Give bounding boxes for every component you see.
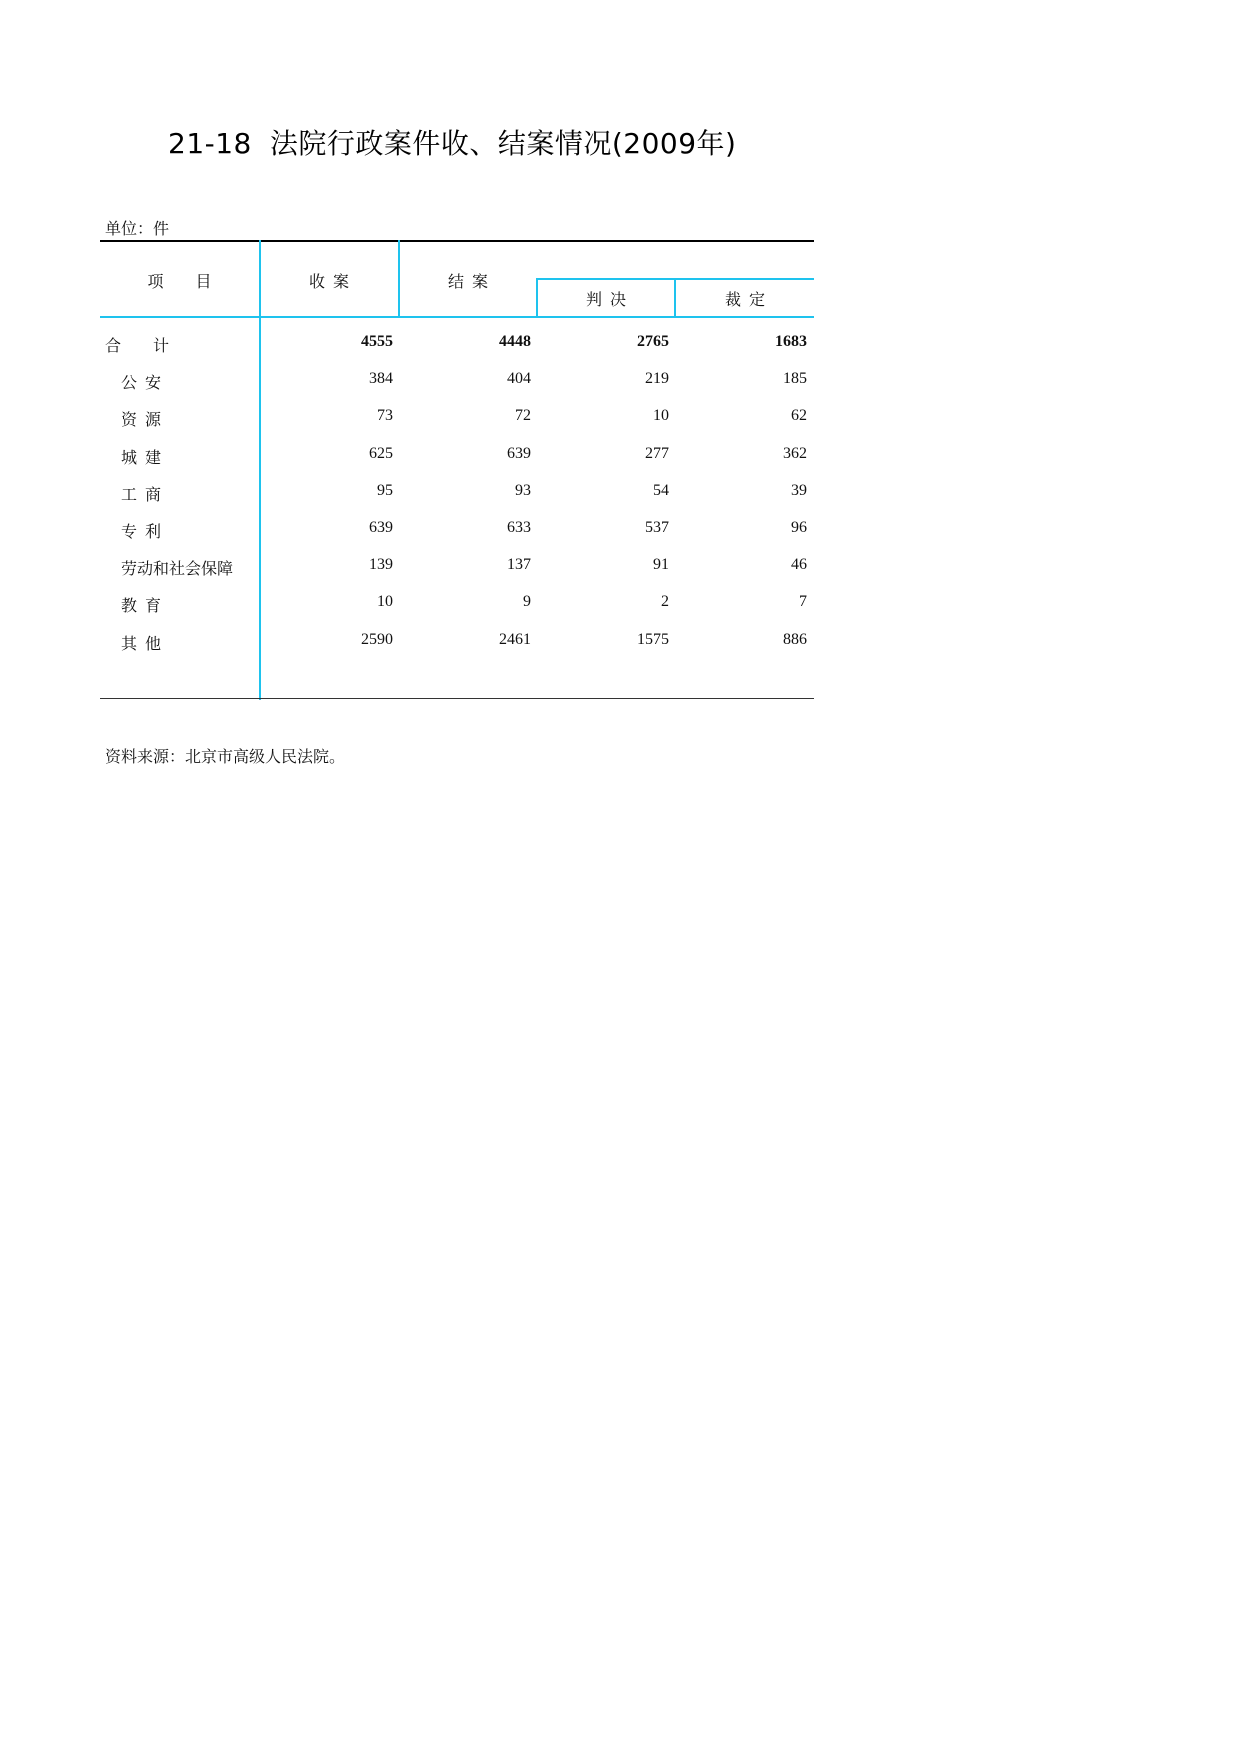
header-ruling: 裁 定 [724,292,765,309]
cell-ruling: 886 [783,631,807,648]
cell-judgment: 277 [645,445,669,462]
top-rule [100,240,814,242]
item-column-divider [259,240,261,700]
cell-received: 2590 [361,631,393,648]
table-number: 21-18 [168,127,252,160]
cell-closed: 4448 [499,333,531,350]
header-closed: 结 案 [447,274,488,291]
header-item: 项 目 [147,274,212,291]
cell-judgment: 54 [653,482,669,499]
cell-received: 73 [377,407,393,424]
table-title: 法院行政案件收、结案情况(2009年) [269,127,737,160]
row-label: 城 建 [121,450,162,467]
cell-closed: 639 [507,445,531,462]
cell-closed: 137 [507,556,531,573]
cell-closed: 2461 [499,631,531,648]
cell-ruling: 39 [791,482,807,499]
cell-received: 625 [369,445,393,462]
cell-closed: 9 [523,593,531,610]
source-note: 资料来源：北京市高级人民法院。 [105,749,346,766]
cell-received: 639 [369,519,393,536]
row-label: 公 安 [121,375,162,392]
cell-received: 95 [377,482,393,499]
unit-label: 单位：件 [105,221,170,238]
cell-judgment: 10 [653,407,669,424]
header-bottom-rule [100,316,814,318]
header-judgment: 判 决 [585,292,626,309]
cell-judgment: 2 [661,593,669,610]
page-title [168,122,736,162]
row-label: 劳动和社会保障 [121,561,234,578]
row-label: 工 商 [121,487,162,504]
cell-closed: 72 [515,407,531,424]
bottom-rule [100,698,814,699]
cell-closed: 404 [507,370,531,387]
cell-judgment: 1575 [637,631,669,648]
row-label: 专 利 [121,524,162,541]
cell-judgment: 219 [645,370,669,387]
cell-ruling: 185 [783,370,807,387]
cell-ruling: 46 [791,556,807,573]
cell-ruling: 62 [791,407,807,424]
cell-received: 4555 [361,333,393,350]
row-label: 合 计 [105,338,170,355]
cell-ruling: 96 [791,519,807,536]
cell-closed: 633 [507,519,531,536]
cell-judgment: 2765 [637,333,669,350]
row-label: 教 育 [121,598,162,615]
cell-received: 10 [377,593,393,610]
cell-ruling: 362 [783,445,807,462]
row-label: 资 源 [121,412,162,429]
cell-ruling: 7 [799,593,807,610]
cell-received: 384 [369,370,393,387]
row-label: 其 他 [121,636,162,653]
cell-judgment: 537 [645,519,669,536]
header-received: 收 案 [308,274,349,291]
cell-received: 139 [369,556,393,573]
cell-judgment: 91 [653,556,669,573]
cell-closed: 93 [515,482,531,499]
cell-ruling: 1683 [775,333,807,350]
